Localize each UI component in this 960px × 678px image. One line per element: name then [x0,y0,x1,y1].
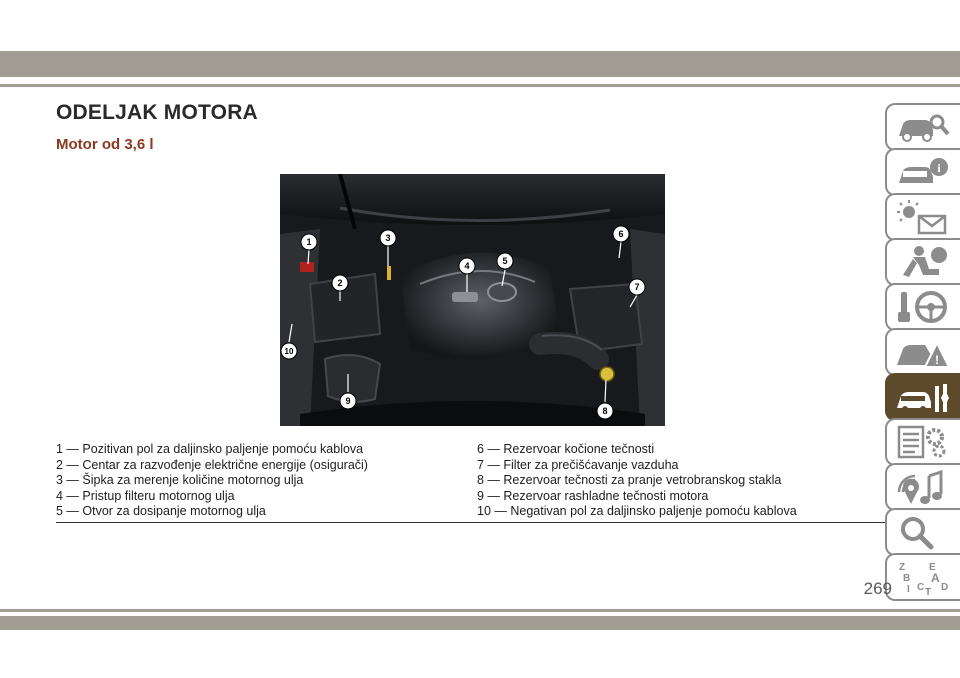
engine-compartment-photo [280,174,665,426]
svg-text:D: D [941,582,949,593]
legend-column-right [477,442,890,520]
tab-search[interactable] [885,508,960,556]
callout-3 [380,230,396,246]
steering-wheel-icon [895,290,951,326]
svg-text:2: 2 [337,278,343,288]
svg-text:A: A [931,571,940,585]
svg-text:T: T [925,587,932,596]
legend-item-3: 3 — Šipka za merenje količine motornog ulja [56,473,304,487]
car-info-icon [895,155,951,191]
callout-8 [597,403,613,419]
search-index-icon [895,515,951,551]
svg-text:7: 7 [634,282,640,292]
page-number: 269 [863,579,892,598]
tab-maintenance-list[interactable] [885,418,960,466]
tab-hazard[interactable] [885,328,960,376]
svg-text:4: 4 [464,261,470,271]
tab-steering[interactable] [885,283,960,331]
legend-item-7: 7 — Filter za prečišćavanje vazduha [477,457,679,472]
tab-multimedia[interactable] [885,463,960,511]
car-hazard-icon [895,335,951,371]
callout-2 [332,275,348,291]
seat-airbag-icon [895,245,951,281]
callout-9 [340,393,356,409]
svg-text:3: 3 [385,233,391,243]
svg-text:!: ! [935,353,939,367]
legend-rule [56,522,890,523]
svg-text:6: 6 [618,229,624,239]
tab-warning-lights[interactable] [885,193,960,241]
car-wrench-icon [895,380,951,416]
tab-seat-airbag[interactable] [885,238,960,286]
callout-10 [281,343,297,359]
callout-5 [497,253,513,269]
washer-cap [600,367,614,381]
svg-text:i: i [937,161,941,175]
legend-item-9: 9 — Rezervoar rashladne tečnosti motora [477,488,709,503]
svg-text:9: 9 [345,396,351,406]
tab-car-maintenance[interactable] [885,373,960,421]
header-band [0,51,960,77]
footer-band [0,616,960,630]
maintenance-list-gear-icon [895,425,951,461]
hood-underside [280,174,665,225]
multimedia-icon [895,470,951,506]
svg-text:1: 1 [306,237,312,247]
legend-item-10: 10 — Negativan pol za daljinsko paljenje pomoću kablova [477,504,797,518]
top-margin [0,0,960,44]
car-search-icon [895,110,951,146]
header-rule [0,84,960,87]
svg-text:I: I [907,584,910,595]
callout-7 [629,279,645,295]
svg-text:10: 10 [284,347,294,356]
svg-text:5: 5 [502,256,508,266]
section-title: ODELJAK MOTORA [56,101,258,124]
legend-item-6: 6 — Rezervoar kočione tečnosti [477,442,655,456]
legend-item-4: 4 — Pristup filteru motornog ulja [56,488,235,503]
subsection-title: Motor od 3,6 l [56,136,154,153]
svg-text:Z: Z [899,562,906,573]
callout-6 [613,226,629,242]
warning-light-message-icon [895,200,951,236]
legend-item-2: 2 — Centar za razvođenje električne energije (osigurači) [56,457,368,472]
tab-alphabetical-index[interactable] [885,553,960,601]
legend-item-1: 1 — Pozitivan pol za daljinsko paljenje pomoću kablova [56,442,364,456]
callout-4 [459,258,475,274]
legend-item-8: 8 — Rezervoar tečnosti za pranje vetrobranskog stakla [477,473,782,487]
legend-item-5: 5 — Otvor za dosipanje motornog ulja [56,504,266,518]
tab-car-search[interactable] [885,103,960,151]
footer-rule [0,609,960,612]
engine-photo-drawing [280,174,665,426]
svg-text:E: E [929,562,936,573]
legend-column-left [56,442,471,520]
svg-text:C: C [917,582,925,593]
callout-1 [301,234,317,250]
tab-car-info[interactable] [885,148,960,196]
svg-text:8: 8 [602,406,608,416]
svg-text:B: B [903,573,911,584]
alphabetical-index-icon [895,560,951,596]
